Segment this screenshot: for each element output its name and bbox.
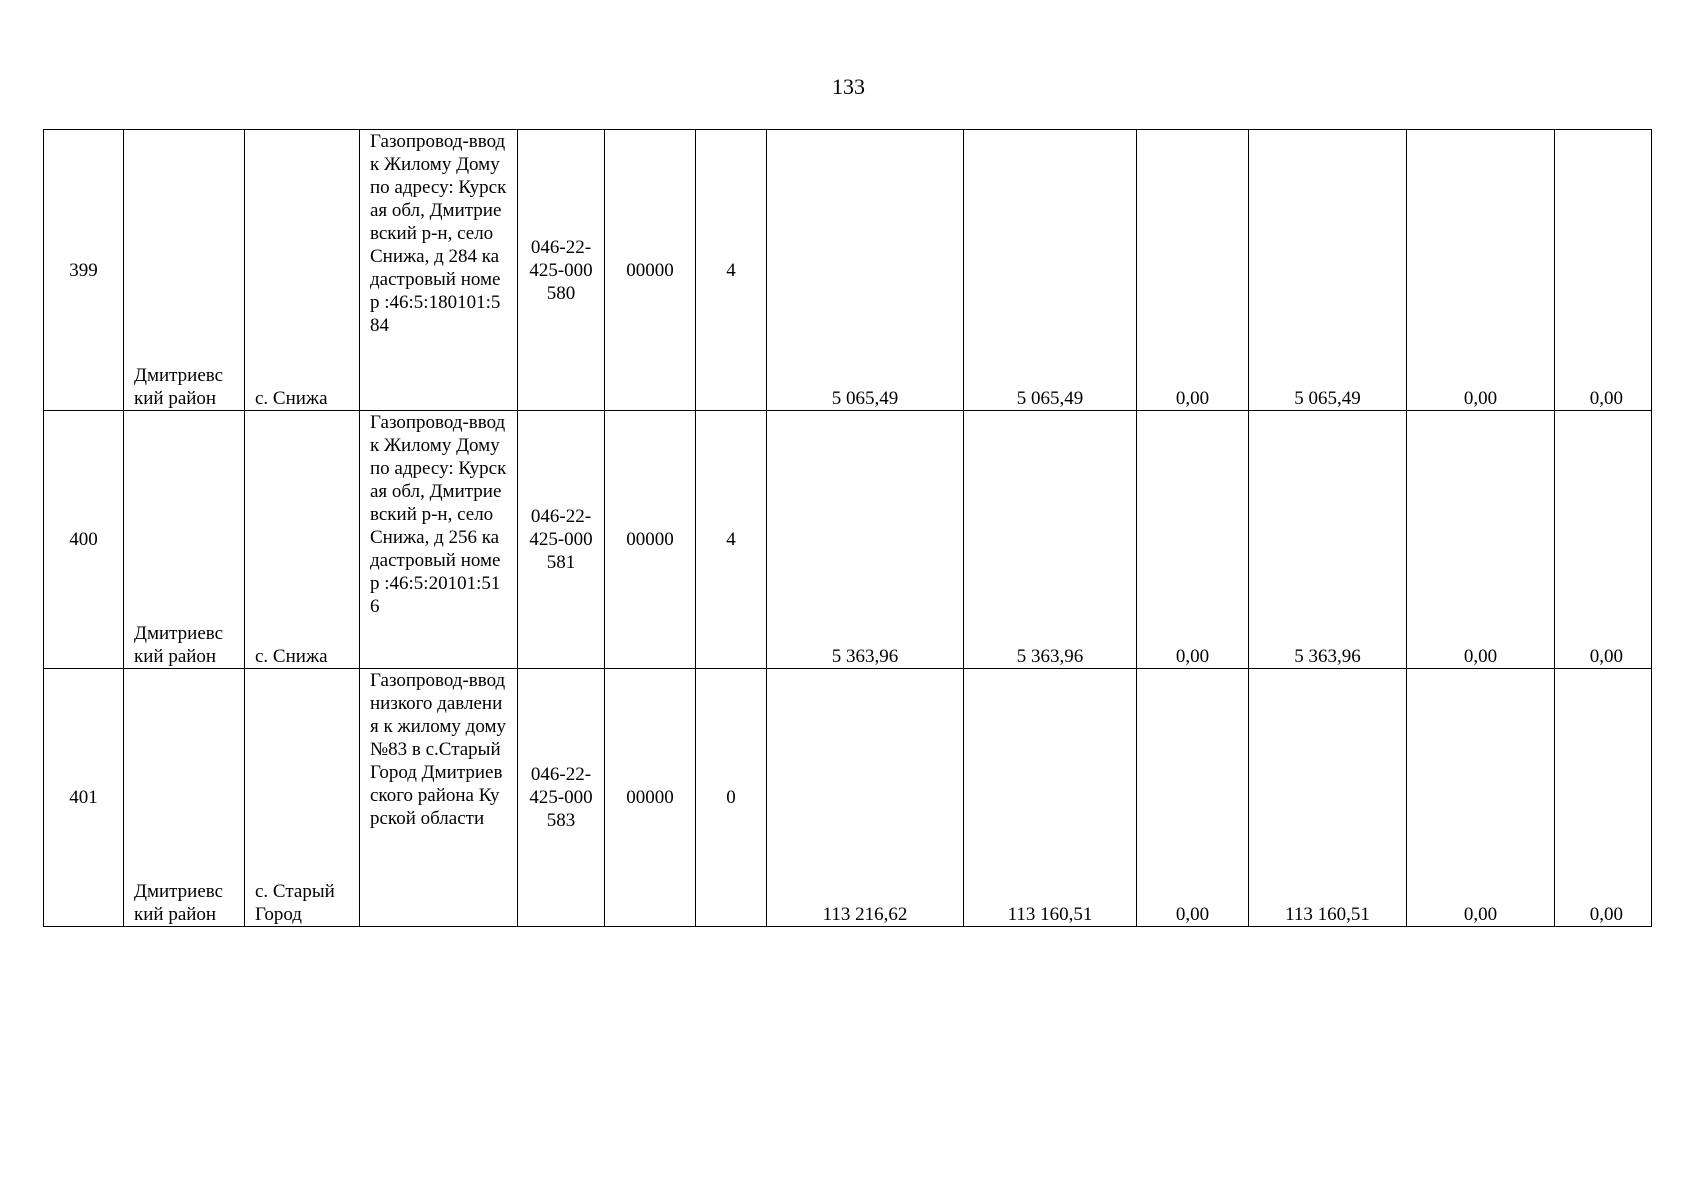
- value-cell-3: 0,00: [1137, 130, 1249, 411]
- count-cell: 4: [696, 130, 767, 411]
- value-cell-4: 5 363,96: [1249, 411, 1407, 669]
- value-cell-6: 0,00: [1555, 130, 1652, 411]
- value-cell-2: 113 160,51: [964, 669, 1137, 927]
- value-cell-1: 5 363,96: [767, 411, 964, 669]
- table-row: [44, 130, 1652, 411]
- locality-cell: с. Снижа: [245, 130, 360, 411]
- locality-cell: с. Старый Город: [245, 669, 360, 927]
- table-row: [44, 411, 1652, 669]
- value-cell-3: 0,00: [1137, 411, 1249, 669]
- page-number: 133: [832, 74, 865, 99]
- registry-table: [43, 129, 1652, 927]
- district-cell: Дмитриевс кий район: [124, 411, 245, 669]
- row-number: 399: [44, 130, 124, 411]
- value-cell-6: 0,00: [1555, 411, 1652, 669]
- zeros-code-cell: 00000: [605, 411, 696, 669]
- row-number: 401: [44, 669, 124, 927]
- object-name-cell: Газопровод-ввод к Жилому Дому по адресу: Курская обл, Дмитриевский р-н, село Снижа, д 256 кадастровый номер :46:5:20101:516: [360, 411, 518, 669]
- object-name-cell: Газопровод-ввод к Жилому Дому по адресу: Курская обл, Дмитриевский р-н, село Снижа, д 284 кадастровый номер :46:5:180101:584: [360, 130, 518, 411]
- value-cell-2: 5 065,49: [964, 130, 1137, 411]
- value-cell-6: 0,00: [1555, 669, 1652, 927]
- row-number: 400: [44, 411, 124, 669]
- value-cell-4: 113 160,51: [1249, 669, 1407, 927]
- count-cell: 4: [696, 411, 767, 669]
- value-cell-5: 0,00: [1407, 130, 1555, 411]
- object-name-cell: Газопровод-ввод низкого давления к жилому дому №83 в с.Старый Город Дмитриевского района Курской области: [360, 669, 518, 927]
- registry-code-cell: 046-22-425-000580: [518, 130, 605, 411]
- registry-code-cell: 046-22-425-000581: [518, 411, 605, 669]
- value-cell-5: 0,00: [1407, 669, 1555, 927]
- count-cell: 0: [696, 669, 767, 927]
- value-cell-2: 5 363,96: [964, 411, 1137, 669]
- value-cell-4: 5 065,49: [1249, 130, 1407, 411]
- district-cell: Дмитриевс кий район: [124, 669, 245, 927]
- table-row: [44, 669, 1652, 927]
- locality-cell: с. Снижа: [245, 411, 360, 669]
- value-cell-1: 113 216,62: [767, 669, 964, 927]
- value-cell-1: 5 065,49: [767, 130, 964, 411]
- district-cell: Дмитриевс кий район: [124, 130, 245, 411]
- zeros-code-cell: 00000: [605, 130, 696, 411]
- value-cell-3: 0,00: [1137, 669, 1249, 927]
- zeros-code-cell: 00000: [605, 669, 696, 927]
- value-cell-5: 0,00: [1407, 411, 1555, 669]
- registry-code-cell: 046-22-425-000583: [518, 669, 605, 927]
